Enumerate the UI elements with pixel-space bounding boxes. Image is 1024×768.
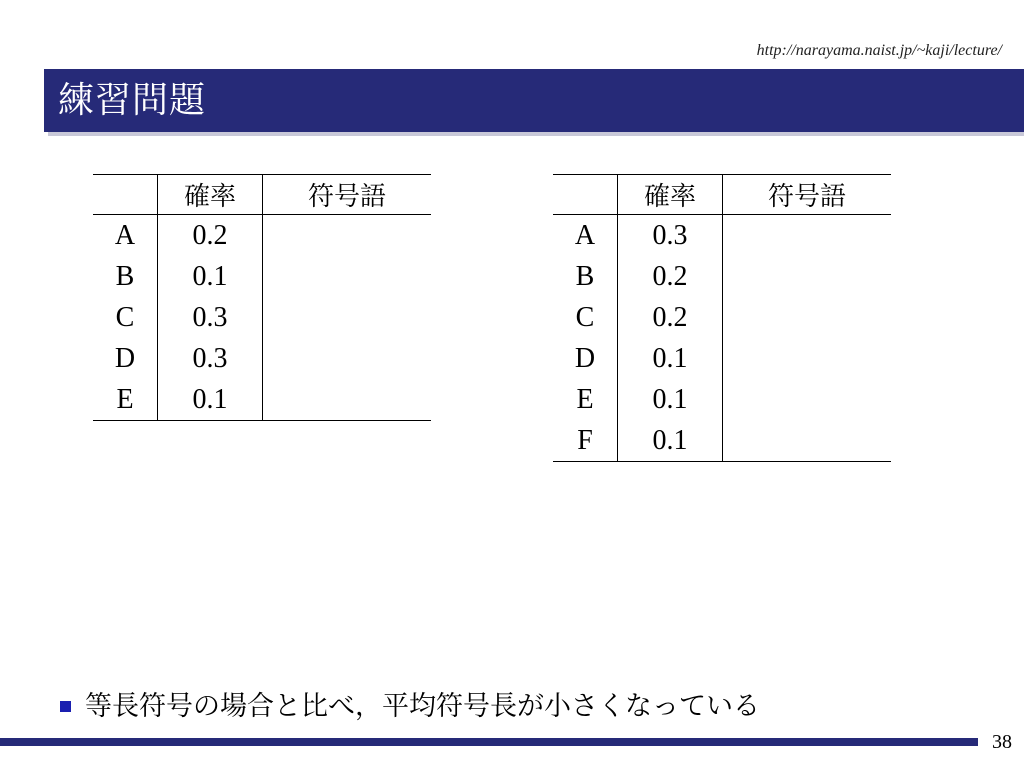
- probability-cell: 0.2: [618, 256, 723, 297]
- symbol-cell: C: [93, 297, 158, 338]
- table-row: [93, 379, 431, 421]
- probability-cell: 0.1: [618, 338, 723, 379]
- table-header-row: [553, 175, 891, 215]
- table-row: [553, 256, 891, 297]
- bullet-point: [60, 684, 760, 723]
- codeword-cell: [723, 420, 892, 462]
- slide-title: 練習問題: [58, 80, 207, 121]
- symbol-cell: C: [553, 297, 618, 338]
- header-probability: 確率: [618, 175, 723, 215]
- table-row: [553, 379, 891, 420]
- probability-table-right: [553, 174, 891, 462]
- header-codeword: 符号語: [263, 175, 432, 215]
- probability-cell: 0.1: [158, 256, 263, 297]
- page-number: 38: [992, 731, 1012, 753]
- table-row: [93, 297, 431, 338]
- symbol-cell: F: [553, 420, 618, 462]
- codeword-cell: [723, 256, 892, 297]
- codeword-cell: [263, 379, 432, 421]
- table-row: [553, 215, 891, 257]
- header-codeword: 符号語: [723, 175, 892, 215]
- table-row: [553, 297, 891, 338]
- codeword-cell: [723, 215, 892, 257]
- source-url: http://narayama.naist.jp/~kaji/lecture/: [756, 42, 1002, 59]
- probability-cell: 0.3: [618, 215, 723, 257]
- table-row: [93, 256, 431, 297]
- symbol-cell: B: [553, 256, 618, 297]
- probability-cell: 0.2: [618, 297, 723, 338]
- header-probability: 確率: [158, 175, 263, 215]
- codeword-cell: [263, 338, 432, 379]
- probability-cell: 0.1: [618, 420, 723, 462]
- probability-cell: 0.3: [158, 297, 263, 338]
- bullet-text: 等長符号の場合と比べ，平均符号長が小さくなっている: [85, 691, 760, 722]
- symbol-cell: A: [553, 215, 618, 257]
- probability-cell: 0.3: [158, 338, 263, 379]
- square-bullet-icon: [60, 701, 71, 712]
- probability-cell: 0.1: [618, 379, 723, 420]
- probability-cell: 0.1: [158, 379, 263, 421]
- codeword-cell: [263, 297, 432, 338]
- table-row: [553, 338, 891, 379]
- symbol-cell: E: [553, 379, 618, 420]
- footer-bar: [0, 738, 978, 746]
- header-symbol: [93, 175, 158, 215]
- symbol-cell: B: [93, 256, 158, 297]
- symbol-cell: D: [93, 338, 158, 379]
- probability-cell: 0.2: [158, 215, 263, 257]
- codeword-cell: [723, 379, 892, 420]
- symbol-cell: A: [93, 215, 158, 257]
- probability-table-left: [93, 174, 431, 421]
- table-row: [553, 420, 891, 462]
- codeword-cell: [723, 297, 892, 338]
- symbol-cell: D: [553, 338, 618, 379]
- table-header-row: [93, 175, 431, 215]
- symbol-cell: E: [93, 379, 158, 421]
- table-row: [93, 338, 431, 379]
- codeword-cell: [263, 215, 432, 257]
- codeword-cell: [263, 256, 432, 297]
- codeword-cell: [723, 338, 892, 379]
- header-symbol: [553, 175, 618, 215]
- table-row: [93, 215, 431, 257]
